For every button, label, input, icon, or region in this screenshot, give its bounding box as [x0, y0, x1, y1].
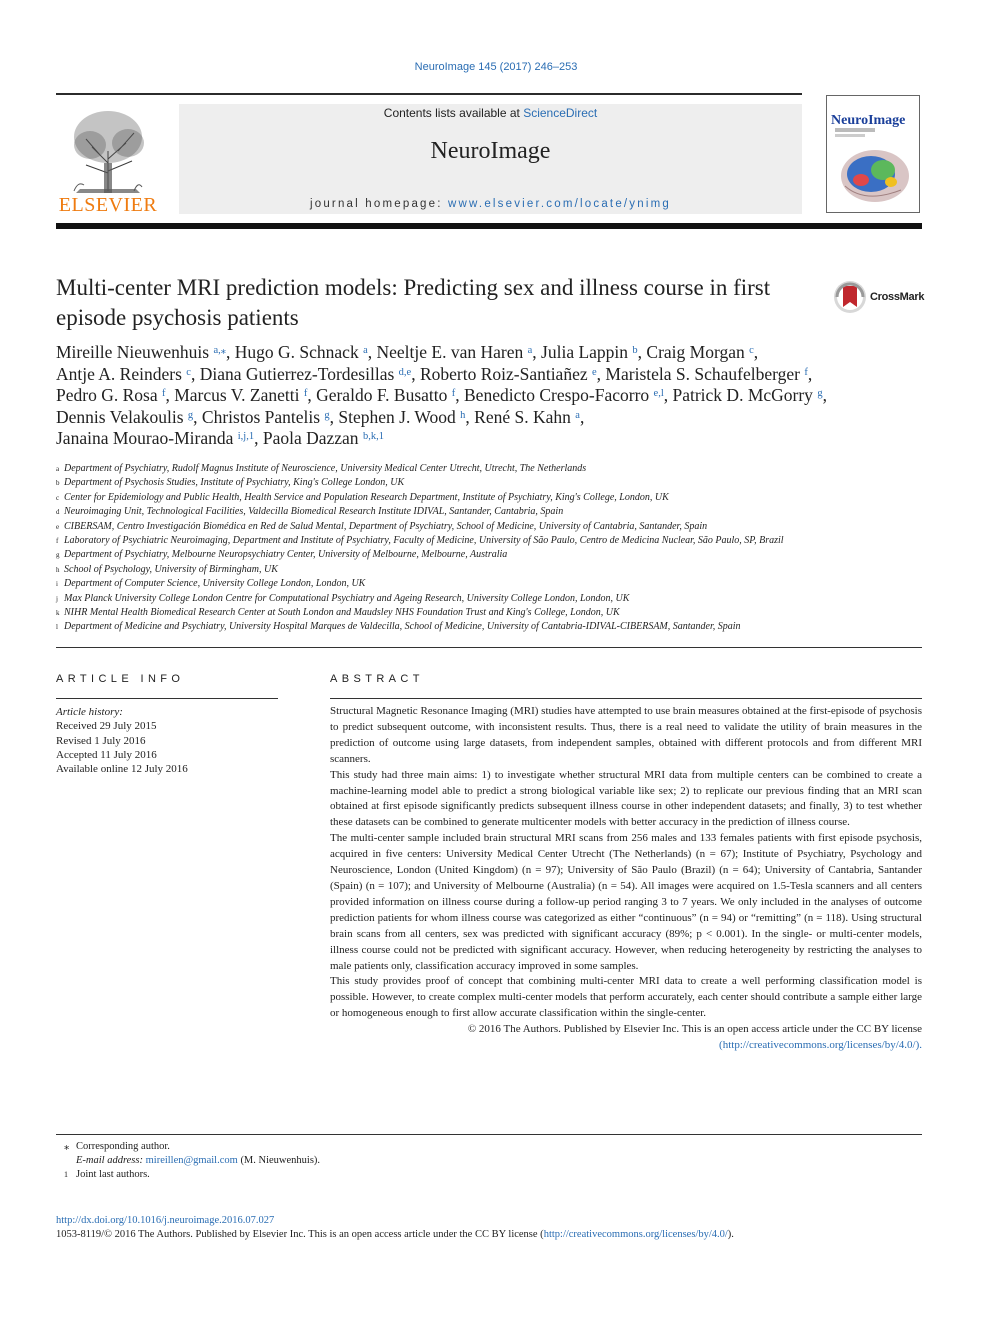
author: Diana Gutierrez-Tordesillas $^{d,e}$,: [199, 363, 420, 384]
affiliation: g Department of Psychiatry, Melbourne Neuropsychiatry Center, University of Melbourne, Melbourne, Australia: [56, 549, 508, 561]
article-history: [56, 705, 278, 776]
crossmark-label[interactable]: CrossMark: [870, 291, 925, 303]
section-divider: [56, 647, 922, 648]
author: Neeltje E. van Haren $^a$,: [376, 342, 542, 362]
article-info-heading: ARTICLE INFO: [56, 673, 185, 685]
header-bottom-rule: [56, 223, 922, 229]
footnote-email: E-mail address: mireillen@gmail.com (M. Nieuwenhuis).: [76, 1155, 321, 1167]
contents-availability: [179, 106, 802, 120]
received-date: Received 29 July 2015: [56, 720, 157, 733]
abstract-paragraph: This study had three main aims: 1) to investigate whether structural MRI data from multiple centers can be combined to create a machine-learning model able to predict a strong biological variable like sex; 2) to replicate our previous finding that an MRI scan obtained at first episode significantly predicts subsequent illness course in other independent datasets; and finally, 3) to test whether these datasets can be combined to generate multicenter models with better accuracy in the prediction of illness course.: [330, 768, 922, 829]
author-list: [56, 342, 922, 450]
author: Mireille Nieuwenhuis $^{a,⁎}$,: [56, 342, 235, 362]
homepage-link[interactable]: www.elsevier.com/locate/ynimg: [448, 198, 671, 210]
footer-license: 1053-8119/© 2016 The Authors. Published by Elsevier Inc. This is an open access article under the CC BY license (http://creativecommons.org/licenses/by/4.0/).: [56, 1229, 734, 1240]
author: Dennis Velakoulis $^g$,: [56, 406, 202, 427]
abstract-paragraph: Structural Magnetic Resonance Imaging (MRI) studies have attempted to use brain measures obtained at the first-episode of psychosis to predict subsequent outcome, with inconsistent results. Thus, there is a real need to validate the utility of brain measures in the prediction of outcome using large datasets, from independent samples, obtained with different protocols and from different MRI scanners.: [330, 705, 922, 765]
article-title: Multi-center MRI prediction models: Predicting sex and illness course in first episode psychosis patients: [56, 275, 771, 330]
affiliation: l Department of Medicine and Psychiatry, University Hospital Marques de Valdecilla, School of Medicine, University of Cantabria-IDIVAL-CIBERSAM, Santander, Spain: [56, 621, 741, 633]
history-label: Article history:: [56, 706, 123, 718]
sciencedirect-link[interactable]: ScienceDirect: [523, 106, 598, 120]
license-link[interactable]: (http://creativecommons.org/licenses/by/4.0/).: [719, 1039, 922, 1052]
elsevier-wordmark: ELSEVIER: [58, 194, 158, 216]
affiliation: b Department of Psychosis Studies, Institute of Psychiatry, King's College London, UK: [56, 477, 405, 489]
author: Julia Lappin $^b$,: [541, 342, 647, 362]
abstract-copyright: © 2016 The Authors. Published by Elsevier Inc. This is an open access article under the CC BY license (http://creativecommons.org/licenses/by/4.0/).: [467, 1023, 922, 1052]
accepted-date: Accepted 11 July 2016: [56, 748, 157, 761]
footer-license-link[interactable]: http://creativecommons.org/licenses/by/4.0/: [543, 1229, 728, 1240]
affiliation-list: [56, 462, 922, 635]
footnote-joint: 1 Joint last authors.: [64, 1169, 150, 1181]
journal-citation[interactable]: NeuroImage 145 (2017) 246–253: [414, 61, 578, 73]
affiliation: e CIBERSAM, Centro Investigación Biomédica en Red de Salud Mental, Department of Psychiatry, School of Medicine, University of Cantabria, Santander, Spain: [56, 520, 708, 532]
brain-image: [831, 126, 915, 210]
article-info-rule: [56, 698, 278, 699]
abstract-paragraph: This study provides proof of concept that combining multi-center MRI data to create a well performing classification model is possible. However, to create complex multi-center models that perform accurately, each center should contribute a sample either large or homogeneous enough to first allow accurate classification within the single-center.: [330, 975, 922, 1020]
journal-masthead: [179, 104, 802, 214]
author: Hugo G. Schnack $^a$,: [234, 342, 377, 362]
cover-title: NeuroImage: [831, 113, 906, 128]
footnotes: [56, 1140, 656, 1183]
author: Janaina Mourao-Miranda $^{i,j,1}$,: [56, 428, 263, 448]
footnote-corresponding: ⁎ Corresponding author.: [64, 1141, 170, 1152]
abstract-rule: [330, 698, 922, 699]
affiliation: a Department of Psychiatry, Rudolf Magnus Institute of Neuroscience, University Medical Center Utrecht, Utrecht, The Netherlands: [56, 463, 587, 474]
author: Paola Dazzan $^{b,k,1}$: [262, 428, 384, 448]
journal-name: NeuroImage: [430, 138, 551, 164]
abstract-heading: ABSTRACT: [330, 673, 424, 685]
contents-prefix: Contents lists available at: [383, 106, 524, 120]
author: Marcus V. Zanetti $^f$,: [174, 385, 317, 405]
author: René S. Kahn $^a$,: [474, 406, 585, 427]
homepage-prefix: journal homepage:: [309, 198, 449, 210]
author: Benedicto Crespo-Facorro $^{e,l}$,: [464, 385, 673, 405]
crossmark-icon[interactable]: [833, 280, 867, 314]
revised-date: Revised 1 July 2016: [56, 734, 146, 747]
affiliation: d Neuroimaging Unit, Technological Facilities, Valdecilla Biomedical Research Institute IDIVAL, Santander, Cantabria, Spain: [56, 506, 564, 518]
header-top-rule: [56, 93, 802, 95]
author: Craig Morgan $^c$,: [646, 342, 759, 362]
footnote-divider: [56, 1134, 922, 1135]
author: Stephen J. Wood $^h$,: [338, 406, 475, 427]
author: Patrick D. McGorry $^g$,: [672, 385, 827, 405]
author: Maristela S. Schaufelberger $^f$,: [605, 363, 813, 384]
author: Christos Pantelis $^g$,: [201, 406, 339, 427]
affiliation: k NIHR Mental Health Biomedical Research Center at South London and Maudsley NHS Foundation Trust and King's College, London, UK: [56, 607, 620, 619]
affiliation: i Department of Computer Science, University College London, London, UK: [56, 578, 366, 590]
author: Roberto Roiz-Santiañez $^e$,: [419, 363, 606, 384]
affiliation: j Max Planck University College London Centre for Computational Psychiatry and Ageing Research, University College London, London, UK: [56, 592, 630, 604]
abstract-body: [330, 704, 922, 1054]
online-date: Available online 12 July 2016: [56, 763, 188, 776]
doi-link[interactable]: http://dx.doi.org/10.1016/j.neuroimage.2016.07.027: [56, 1215, 275, 1226]
author: Geraldo F. Busatto $^f$,: [316, 385, 464, 405]
email-link[interactable]: mireillen@gmail.com: [145, 1155, 238, 1167]
journal-homepage: [179, 198, 802, 210]
author: Antje A. Reinders $^c$,: [56, 363, 200, 384]
affiliation: c Center for Epidemiology and Public Health, Health Service and Population Research Department, Institute of Psychiatry, King's College, London, UK: [56, 491, 669, 503]
affiliation: h School of Psychology, University of Birmingham, UK: [56, 563, 278, 575]
abstract-paragraph: The multi-center sample included brain structural MRI scans from 256 males and 133 females patients with first episode psychosis, acquired in five centers: University Medical Center Utrecht (The Netherlands) (n = 67); Institute of Psychiatry, Psychology and Neuroscience, London (United Kingdom) (n = 97); University of São Paulo (Brazil) (n = 64); University of Cantabria, Santander (Spain) (n = 107); and University of Melbourne (Australia) (n = 54). All images were acquired on 1.5-Tesla scanners and all centers provided information on illness course during a follow-up period ranging 3 to 7 years. We only included in the analyses of outcome prediction patients for whom illness course was categorized as either “continuous” (n = 94) or “remitting” (n = 118). Using structural brain scans from all centers, sex was predicted with significant accuracy (89%; p < 0.001). In the single- or multi-center models, illness course could not be predicted with significant accuracy. However, when reducing heterogeneity by restricting the analyses to male patients only, classification accuracy improved in some samples.: [330, 832, 922, 972]
journal-cover-thumbnail[interactable]: [826, 95, 920, 213]
author: Pedro G. Rosa $^f$,: [56, 385, 175, 405]
affiliation: f Laboratory of Psychiatric Neuroimaging, Department and Institute of Psychiatry, Faculty of Medicine, University of São Paulo, Centro de Medicina Nuclear, São Paulo, SP, Brazil: [56, 535, 784, 547]
